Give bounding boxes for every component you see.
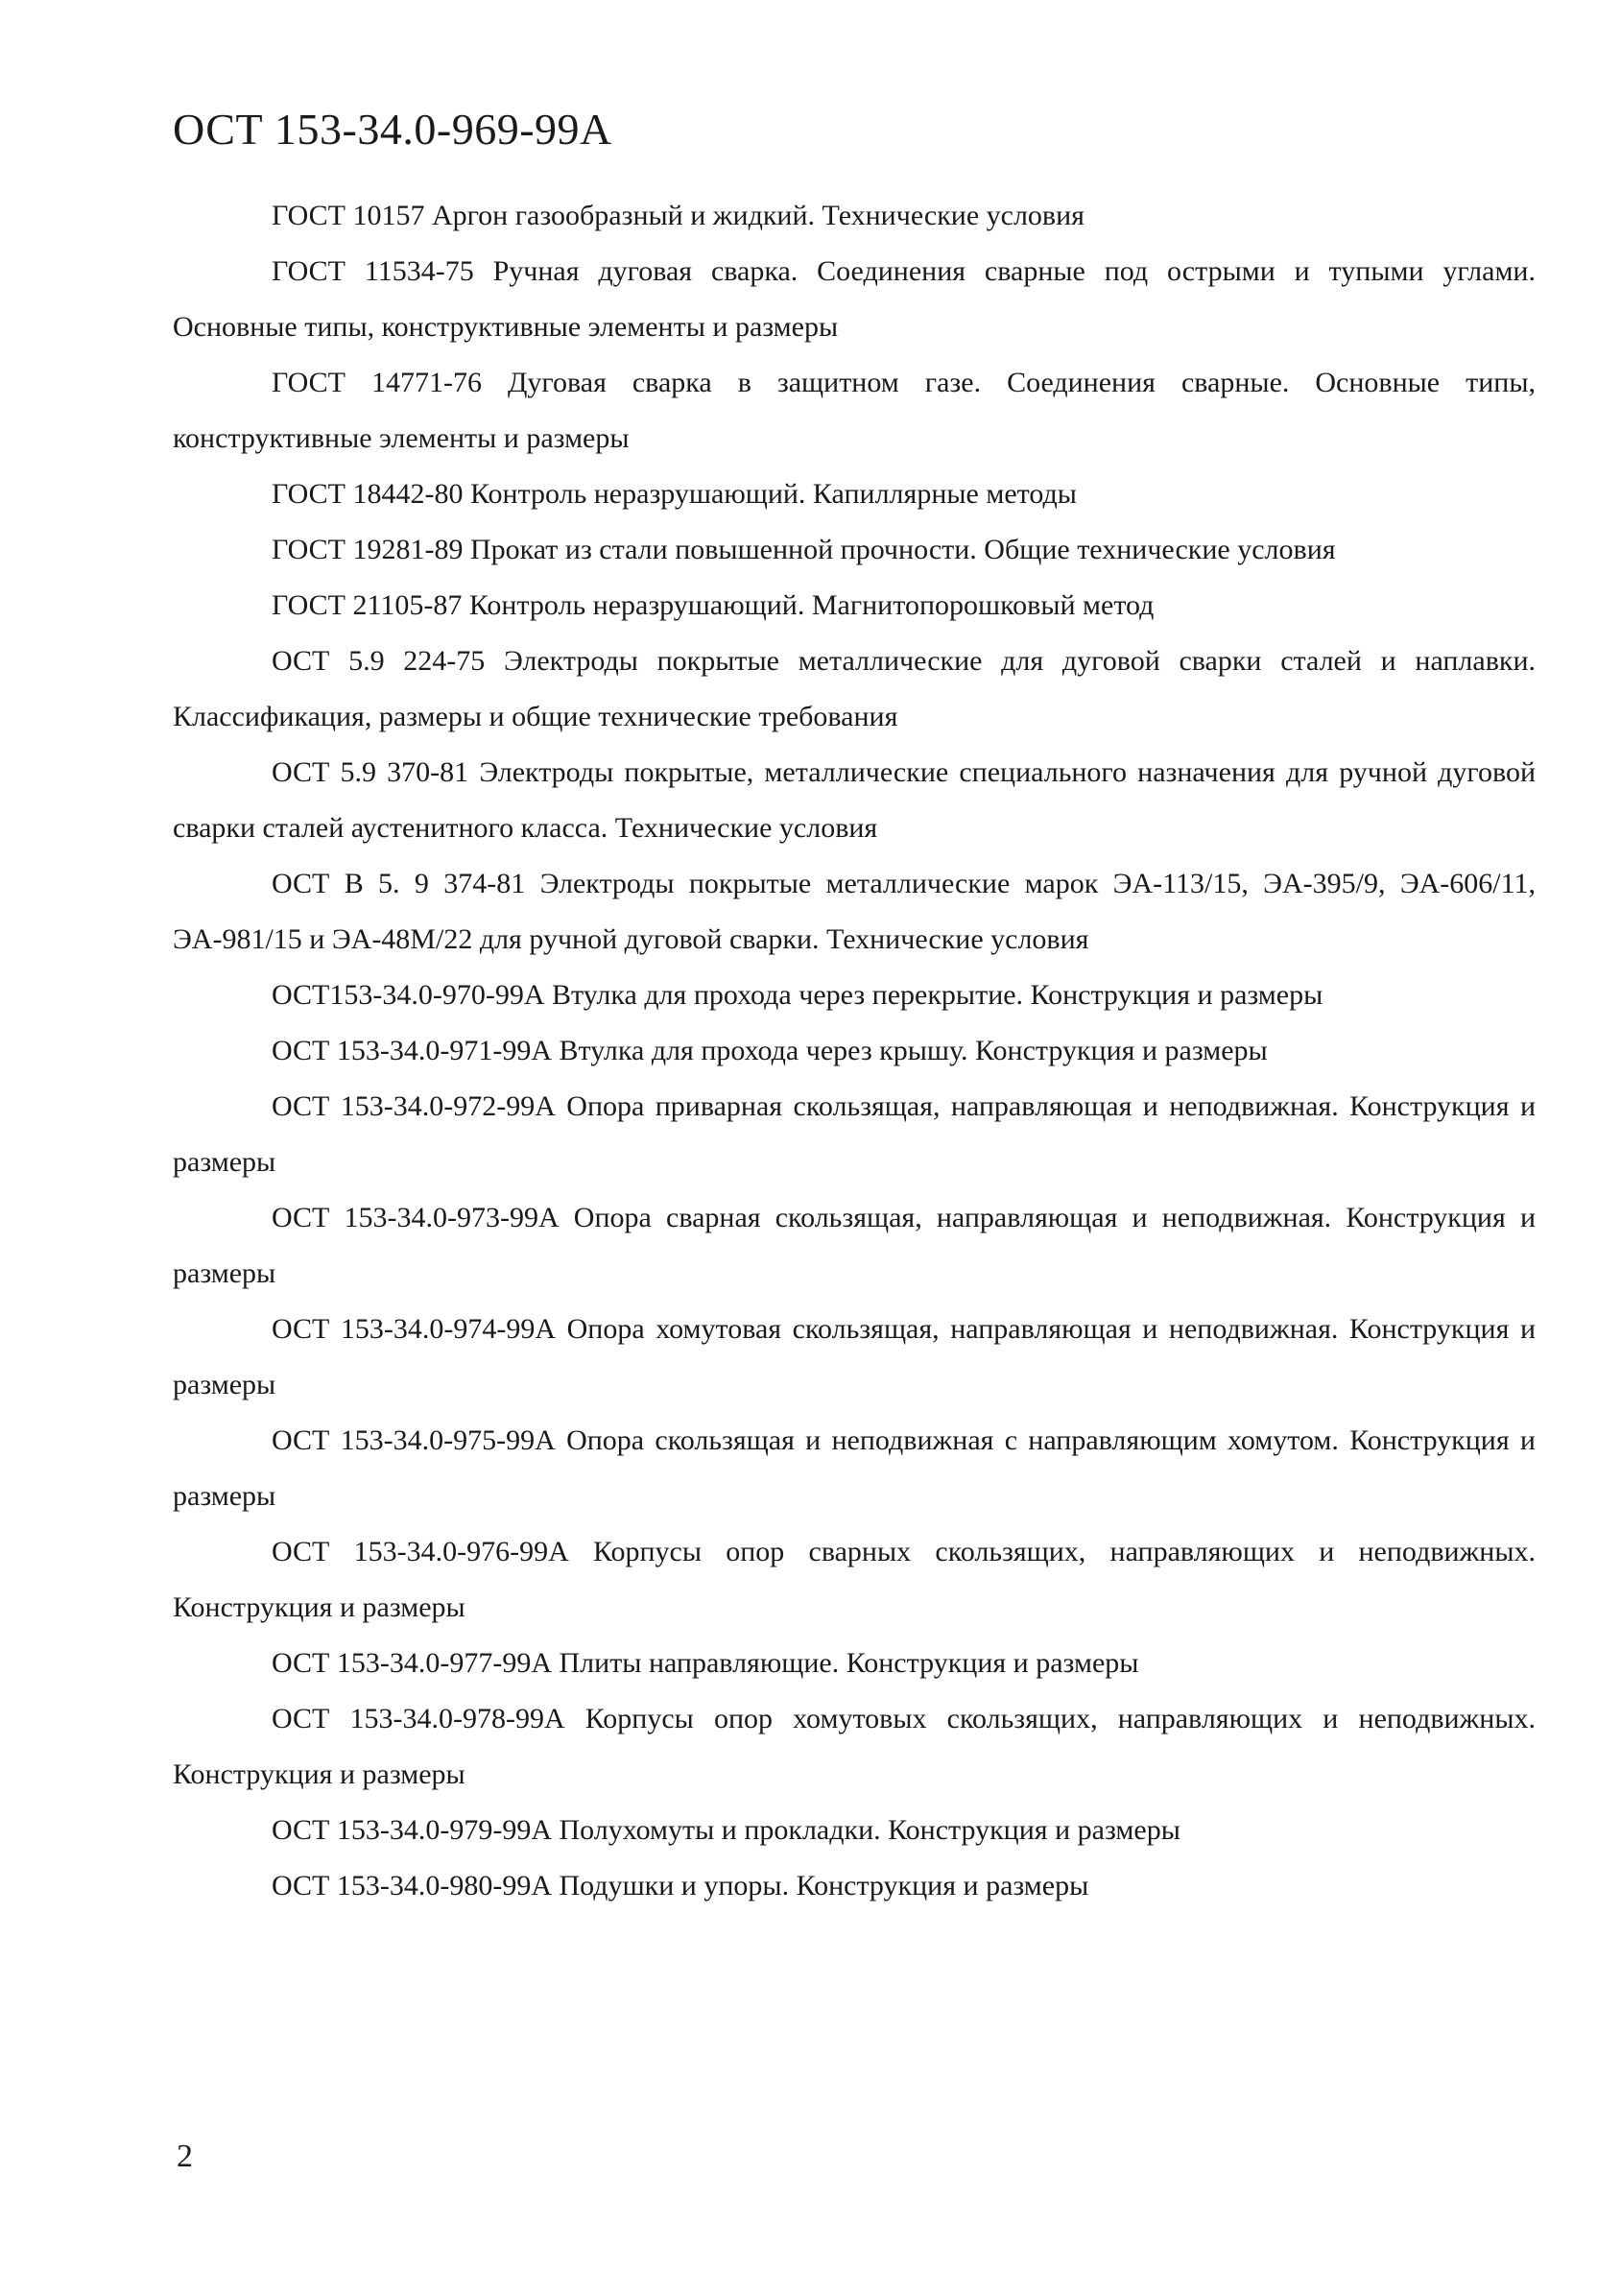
reference-item-gost-18442: ГОСТ 18442-80 Контроль неразрушающий. Капиллярные методы	[272, 478, 1077, 510]
reference-item-gost-19281: ГОСТ 19281-89 Прокат из стали повышенной прочности. Общие технические условия	[272, 534, 1336, 565]
reference-item-ost-977: ОСТ 153-34.0-977-99А Плиты направляющие. Конструкция и размеры	[272, 1647, 1139, 1679]
reference-item-ost-970: ОСТ153-34.0-970-99А Втулка для прохода через перекрытие. Конструкция и размеры	[272, 979, 1323, 1011]
page-number: 2	[177, 2139, 193, 2174]
reference-item-ost-5-9-224: ОСТ 5.9 224-75 Электроды покрытые металлические для дуговой сварки сталей и наплавки. Классификация, размеры и общие технические требования	[173, 645, 1536, 732]
normative-references-list	[173, 188, 1536, 1914]
reference-item-gost-11534: ГОСТ 11534-75 Ручная дуговая сварка. Соединения сварные под острыми и тупыми углами. Основные типы, конструктивные элементы и размеры	[173, 255, 1536, 343]
reference-item-ost-978: ОСТ 153-34.0-978-99А Корпусы опор хомутовых скользящих, направляющих и неподвижных. Конструкция и размеры	[173, 1703, 1536, 1790]
reference-item-ost-980: ОСТ 153-34.0-980-99А Подушки и упоры. Конструкция и размеры	[272, 1870, 1089, 1901]
reference-item-ost-973: ОСТ 153-34.0-973-99А Опора сварная скользящая, направляющая и неподвижная. Конструкция и размеры	[173, 1202, 1536, 1289]
reference-item-ost-979: ОСТ 153-34.0-979-99А Полухомуты и прокладки. Конструкция и размеры	[272, 1814, 1180, 1846]
reference-item-ost-975: ОСТ 153-34.0-975-99А Опора скользящая и неподвижная с направляющим хомутом. Конструкция и размеры	[173, 1424, 1536, 1512]
reference-item-ost-v-5-9-374: ОСТ В 5. 9 374-81 Электроды покрытые металлические марок ЭА-113/15, ЭА-395/9, ЭА-606/11, ЭА-981/15 и ЭА-48М/22 для ручной дуговой сварки. Технические условия	[173, 868, 1536, 955]
reference-item-gost-14771: ГОСТ 14771-76 Дуговая сварка в защитном газе. Соединения сварные. Основные типы, конструктивные элементы и размеры	[173, 367, 1536, 454]
reference-item-gost-21105: ГОСТ 21105-87 Контроль неразрушающий. Магнитопорошковый метод	[272, 589, 1155, 621]
reference-item-ost-974: ОСТ 153-34.0-974-99А Опора хомутовая скользящая, направляющая и неподвижная. Конструкция и размеры	[173, 1313, 1536, 1400]
reference-item-gost-10157: ГОСТ 10157 Аргон газообразный и жидкий. Технические условия	[272, 200, 1085, 231]
reference-item-ost-972: ОСТ 153-34.0-972-99А Опора приварная скользящая, направляющая и неподвижная. Конструкция и размеры	[173, 1090, 1536, 1178]
reference-item-ost-976: ОСТ 153-34.0-976-99А Корпусы опор сварных скользящих, направляющих и неподвижных. Конструкция и размеры	[173, 1536, 1536, 1623]
reference-item-ost-5-9-370: ОСТ 5.9 370-81 Электроды покрытые, металлические специального назначения для ручной дуговой сварки сталей аустенитного класса. Технические условия	[173, 756, 1536, 844]
reference-item-ost-971: ОСТ 153-34.0-971-99А Втулка для прохода через крышу. Конструкция и размеры	[272, 1035, 1268, 1066]
document-code-header: ОСТ 153-34.0-969-99А	[173, 105, 612, 154]
